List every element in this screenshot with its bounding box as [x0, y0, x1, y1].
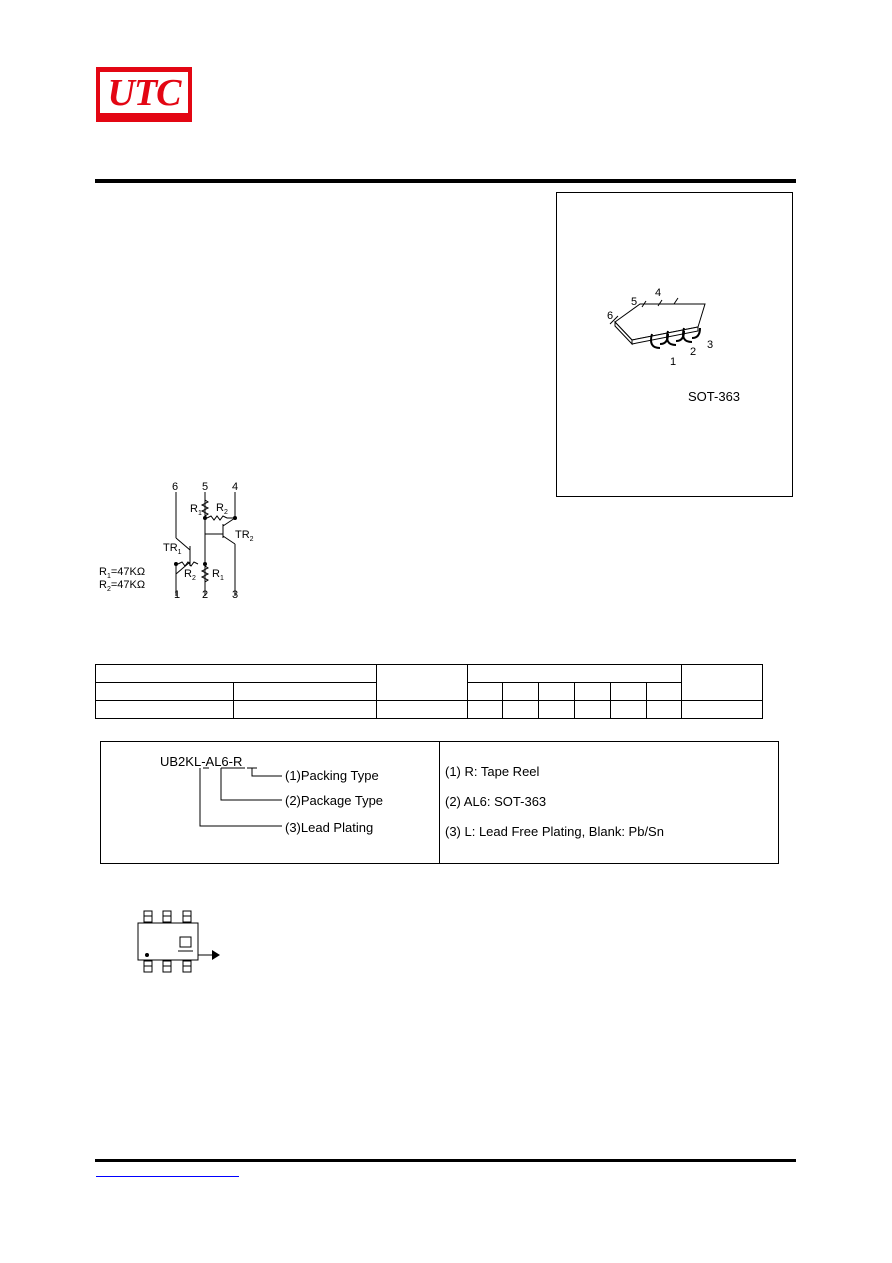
label-r1-top: $R_1$ — [190, 503, 202, 518]
note-package: (2) AL6: SOT-363 — [445, 794, 547, 809]
pkg-pin-1: 1 — [670, 356, 677, 368]
table-cell — [96, 683, 234, 701]
table-cell — [611, 683, 647, 701]
table-cell — [539, 701, 575, 719]
pkg-pin-2: 2 — [690, 346, 697, 358]
label-package-type: (2)Package Type — [285, 793, 384, 808]
table-cell — [234, 683, 377, 701]
utc-logo — [96, 67, 192, 122]
package-name: SOT-363 — [688, 389, 741, 404]
package-drawing — [600, 282, 730, 372]
footer-website-link[interactable] — [96, 1176, 239, 1177]
table-cell — [468, 683, 503, 701]
ordering-code-divider — [439, 741, 440, 864]
circuit-pin-1: 1 — [174, 589, 181, 601]
table-cell — [647, 683, 682, 701]
table-cell — [377, 665, 468, 701]
label-tr2: $TR_2$ — [235, 529, 254, 544]
table-cell — [96, 665, 377, 683]
table-cell — [96, 701, 234, 719]
table-cell — [234, 701, 377, 719]
footer-rule — [95, 1159, 796, 1162]
label-r2-top: $R_2$ — [216, 502, 228, 517]
table-cell — [575, 701, 611, 719]
table-cell — [575, 683, 611, 701]
label-lead-plating: (3)Lead Plating — [285, 820, 374, 835]
table-cell — [539, 683, 575, 701]
table-cell — [682, 665, 763, 701]
circuit-pin-6: 6 — [172, 481, 179, 493]
header-rule — [95, 179, 796, 183]
pkg-pin-6: 6 — [607, 310, 614, 322]
ordering-table — [95, 664, 763, 719]
table-cell — [503, 683, 539, 701]
ordering-brackets — [195, 766, 285, 830]
label-r2-bottom: $R_2$ — [184, 568, 196, 583]
table-cell — [377, 701, 468, 719]
table-cell — [503, 701, 539, 719]
pkg-pin-4: 4 — [655, 287, 662, 299]
table-cell — [468, 701, 503, 719]
r2-value: $R_2=47K\Omega$ — [99, 579, 146, 594]
table-cell — [647, 701, 682, 719]
label-packing-type: (1)Packing Type — [285, 768, 379, 783]
note-packing: (1) R: Tape Reel — [445, 764, 540, 779]
label-r1-bottom: $R_1$ — [212, 568, 224, 583]
note-plating: (3) L: Lead Free Plating, Blank: Pb/Sn — [445, 824, 664, 839]
label-tr1: $TR_1$ — [163, 542, 182, 557]
pkg-pin-3: 3 — [707, 339, 714, 351]
marking-diagram — [136, 908, 226, 974]
logo-text: UTC — [107, 71, 181, 114]
table-cell — [682, 701, 763, 719]
circuit-pin-3: 3 — [232, 589, 239, 601]
part-number: UB2KL-AL6-R — [160, 754, 243, 769]
table-cell — [468, 665, 682, 683]
circuit-pin-4: 4 — [232, 481, 239, 493]
pkg-pin-5: 5 — [631, 296, 638, 308]
r1-value: $R_1=47K\Omega$ — [99, 566, 146, 581]
table-cell — [611, 701, 647, 719]
circuit-pin-5: 5 — [202, 481, 209, 493]
circuit-pin-2: 2 — [202, 589, 209, 601]
